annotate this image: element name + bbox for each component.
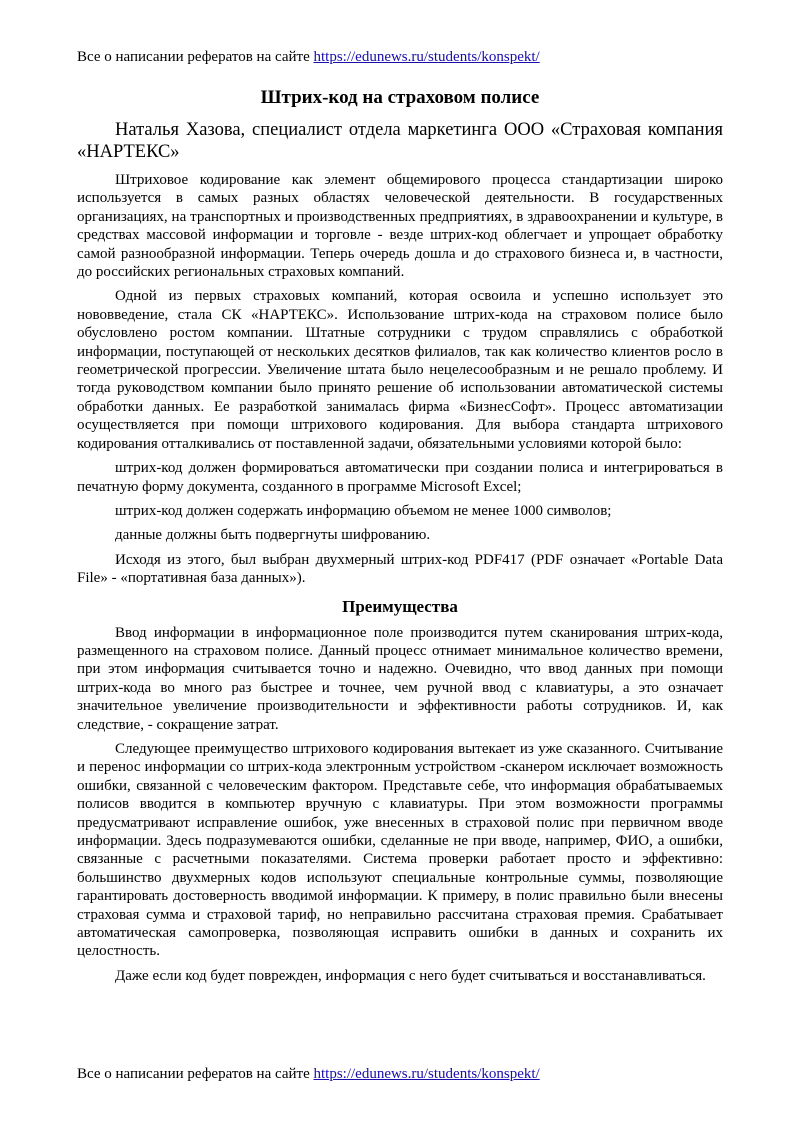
paragraph: Даже если код будет поврежден, информация с него будет считываться и восстанавливаться.	[115, 967, 706, 984]
footer-link[interactable]: https://edunews.ru/students/konspekt/	[313, 1066, 540, 1082]
document-title: Штрих-код на страховом полисе	[260, 87, 540, 108]
paragraph: Одной из первых страховых компаний, которая освоила и успешно использует это нововведение, стала СК «НАРТЕКС». Использование штрих-кода на страховом полисе было обусловлено ростом компании. Штатные сотрудники с трудом справлялись с обработкой информации, поступающей от нескольких десятков филиалов, так как количество клиентов росло в геометрической прогрессии. Увеличение штата было нецелесообразным и не решало проблему. И тогда руководством компании было принято решение об использовании автоматической системы обработки данных. Ее разработкой занималась фирма «БизнесСофт». Процесс автоматизации осуществляется при помощи штрихового кодирования. Для выбора стандарта штрихового кодирования отталкивались от поставленной задачи, обязательными условиями которой было:	[77, 288, 723, 452]
paragraph: Штриховое кодирование как элемент общемирового процесса стандартизации широко используется в самых разных областях человеческой деятельности. В государственных организациях, на транспортных и производственных предприятиях, в здравоохранении и культуре, в средствах массовой информации и торговле - везде штрих-код облегчает и упрощает обработку самой разнообразной информации. Теперь очередь дошла и до страхового бизнеса и, в частности, до российских региональных страховых компаний.	[77, 172, 723, 281]
requirement-item: штрих-код должен содержать информацию объемом не менее 1000 символов;	[115, 502, 612, 519]
footer-text: Все о написании рефератов на сайте	[77, 1066, 310, 1082]
document-body	[77, 86, 723, 991]
paragraph: Ввод информации в информационное поле производится путем сканирования штрих-кода, размещенного на страховом полисе. Данный процесс отнимает минимальное количество времени, при этом информация считывается точно и надежно. Очевидно, что ввод данных при помощи штрих-кода во много раз быстрее и точнее, чем ручной ввод с клавиатуры, а это означает значительное увеличение производительности и эффективности работы сотрудников. И, как следствие, - сокращение затрат.	[77, 624, 723, 733]
paragraph: Исходя из этого, был выбран двухмерный штрих-код PDF417 (PDF означает «Portable Data File» - «портативная база данных»).	[77, 551, 723, 587]
author-line: Наталья Хазова, специалист отдела маркетинга ООО «Страховая компания «НАРТЕКС»	[77, 120, 723, 162]
requirement-item: штрих-код должен формироваться автоматически при создании полиса и интегрироваться в печатную форму документа, созданного в программе Microsoft Excel;	[77, 460, 723, 495]
section-heading: Преимущества	[342, 596, 458, 616]
header-text: Все о написании рефератов на сайте	[77, 49, 310, 65]
paragraph: Следующее преимущество штрихового кодирования вытекает из уже сказанного. Считывание и перенос информации со штрих-кода электронным устройством -сканером исключает возможность ошибки, связанной с человеческим фактором. Представьте себе, что информация обрабатываемых полисов вводится в компьютер вручную с клавиатуры. При этом возможности программы предусматривают исправление ошибок, уже внесенных в страховой полис при первичном вводе информации. Здесь подразумеваются ошибки, сделанные не при вводе, например, ФИО, а ошибки, связанные с расчетными показателями. Система проверки работает просто и эффективно: большинство двухмерных кодов используют специальные контрольные суммы, позволяющие гарантировать достоверность вводимой информации. К примеру, в полис правильно были внесены страховая сумма и страховой тариф, но неправильно рассчитана страховая премия. Срабатывает автоматическая самопроверка, позволяющая исправить ошибки в данных и сохранить их целостность.	[77, 740, 723, 960]
header-link[interactable]: https://edunews.ru/students/konspekt/	[313, 49, 540, 65]
page-footer	[77, 1065, 723, 1083]
requirement-item: данные должны быть подвергнуты шифрованию.	[115, 527, 431, 544]
page-header	[77, 48, 723, 66]
